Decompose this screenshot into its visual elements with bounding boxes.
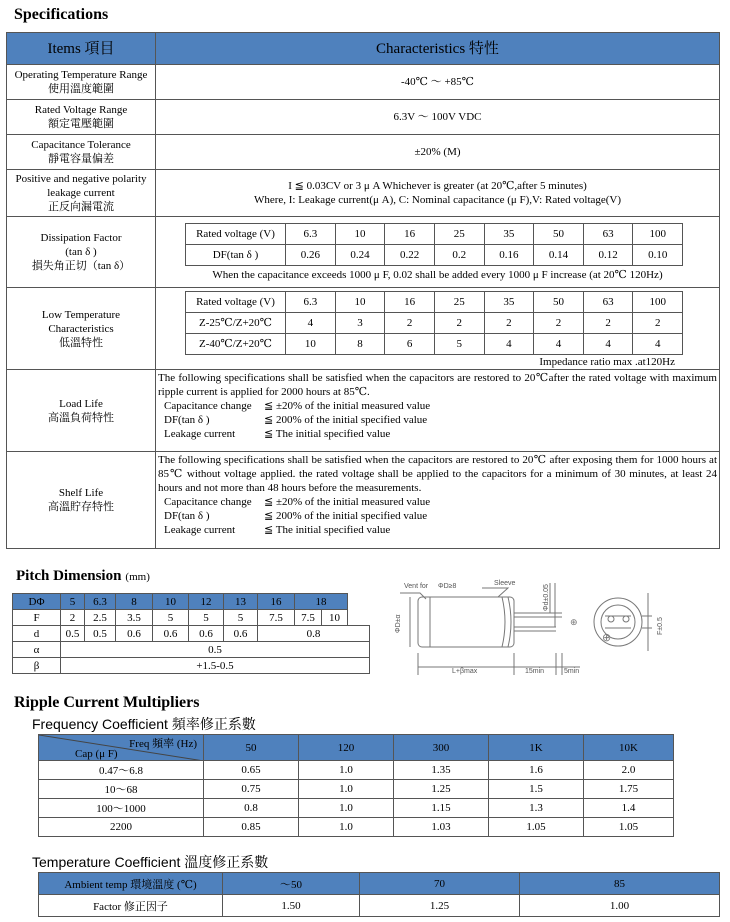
d-cell: 0.8 [258,626,370,642]
low-temp-cell: 2 [534,313,584,334]
low-temp-cell: 4 [286,313,336,334]
freq-value-cell: 1.4 [584,799,674,818]
l-dim-label: L+βmax [452,668,478,675]
low-temp-cell: 6 [385,334,435,355]
criteria-value: ≦ The initial specified value [264,428,391,440]
low-temp-row-label: Rated voltage (V) [186,292,286,313]
pitch-header-cell: 13 [224,594,258,610]
freq-cap-cell: 10～68 [39,780,204,799]
criteria-value: ≦ 200% of the initial specified value [264,414,428,426]
low-temp-row [186,292,683,313]
freq-value-cell: 1.0 [299,780,394,799]
freq-value-cell: 0.75 [204,780,299,799]
df-cell: 100 [633,223,683,244]
d-cell: 0.6 [153,626,189,642]
df-row-label: Rated voltage (V) [186,223,286,244]
freq-cap-cell: 0.47～6.8 [39,761,204,780]
specifications-table [6,32,720,549]
low-temp-cell: 4 [534,334,584,355]
beta-value: +1.5-0.5 [61,658,370,674]
temp-header-label: Ambient temp 環境溫度 (℃) [39,873,223,895]
temp-value-cell: 1.25 [360,895,520,917]
d-cell: 0.5 [85,626,116,642]
d-dim-label: ΦD±α [395,614,402,633]
df-cell: 0.26 [286,244,336,265]
d-cell: 0.6 [116,626,153,642]
capacitor-dimension-diagram [390,575,670,680]
impedance-note: Impedance ratio max .at120Hz [539,356,675,368]
load-life-label: Load Life 高溫負荷特性 [7,370,156,452]
row-label: Capacitance Tolerance 靜電容量偏差 [7,135,156,170]
dissipation-label: Dissipation Factor (tan δ ) 損失角正切（tan δ） [7,217,156,288]
temp-title: Temperature Coefficient 溫度修正系數 [32,854,269,870]
row-value: 6.3V ～ 100V VDC [156,100,720,135]
low-temp-cell: 4 [583,334,633,355]
criteria-name: Leakage current [164,428,236,440]
pitch-header-dphi: DΦ [13,594,61,610]
df-row [186,244,683,265]
temp-table [38,872,720,917]
min5-label: 5min [564,668,580,675]
criteria-item [158,427,717,441]
sleeve-label: Sleeve [494,580,516,587]
low-temp-cell: 4 [484,334,534,355]
freq-value-cell: 0.8 [204,799,299,818]
pitch-unit: (mm) [125,571,150,583]
svg-text:⊕: ⊕ [602,632,612,644]
criteria-item [158,399,717,413]
freq-row [39,761,674,780]
low-temp-value [156,288,720,370]
freq-value-cell: 1.35 [394,761,489,780]
freq-value-cell: 1.0 [299,761,394,780]
specifications-title: Specifications [14,6,109,23]
ripple-title: Ripple Current Multipliers [14,694,200,711]
freq-col-header: 300 [394,735,489,761]
low-temp-row [186,313,683,334]
freq-title: Frequency Coefficient 頻率修正系數 [32,716,256,732]
f-cell: 2.5 [85,610,116,626]
leakage-label: Positive and negative polarity leakage current 正反向漏電流 [7,170,156,217]
df-cell: 0.22 [385,244,435,265]
pitch-table [12,593,370,674]
freq-corner-cell: Freq 頻率 (Hz) Cap (μ F) [39,735,204,761]
df-row-label: DF(tan δ ) [186,244,286,265]
freq-value-cell: 1.03 [394,818,489,837]
freq-value-cell: 1.3 [489,799,584,818]
criteria-name: DF(tan δ ) [164,414,210,426]
freq-col-header: 50 [204,735,299,761]
pitch-header-cell: 12 [189,594,224,610]
lead-dia-label: Φd±0.05 [543,584,550,611]
freq-value-cell: 1.05 [584,818,674,837]
alpha-value: 0.5 [61,642,370,658]
temp-col-header: 70 [360,873,520,895]
freq-row [39,780,674,799]
pitch-header-cell: 18 [295,594,348,610]
low-temp-row-label: Z-40℃/Z+20℃ [186,334,286,355]
df-cell: 0.24 [335,244,385,265]
freq-value-cell: 2.0 [584,761,674,780]
criteria-name: Capacitance change [164,400,252,412]
low-temp-cell: 16 [385,292,435,313]
low-temp-cell: 2 [633,313,683,334]
low-temp-cell: 2 [484,313,534,334]
df-cell: 50 [534,223,584,244]
vent-dia-label: ΦD≥8 [438,583,457,590]
shelf-life-value: The following specifications shall be satisfied when the capacitors are restored to 20℃ after exposing them for 1000 hours at 85℃ without voltage applied. the rated voltage shall be applied to the capacitors for a minimum of 30 minutes, at least 24 hours and not more than 48 hours before the measurements. Capacitance change ≦ ±20% of the initial measured value DF(tan δ ) ≦ 200% of the initial specified value Leakage current ≦ The initial specified value [156,452,720,549]
df-cell: 35 [484,223,534,244]
row-label: Operating Temperature Range 使用溫度範圍 [7,65,156,100]
freq-value-cell: 1.75 [584,780,674,799]
f-cell: 10 [322,610,348,626]
low-temp-label: Low Temperature Characteristics 低溫特性 [7,288,156,370]
pitch-title-block [16,567,150,585]
criteria-value: ≦ 200% of the initial specified value [264,510,428,522]
criteria-item [158,509,717,523]
low-temp-cell: 10 [335,292,385,313]
low-temp-cell: 10 [286,334,336,355]
freq-col-header: 10K [584,735,674,761]
beta-label: β [13,658,61,674]
df-cell: 0.14 [534,244,584,265]
leakage-value: I ≦ 0.03CV or 3 μ A Whichever is greater (at 20℃,after 5 minutes) Where, I: Leakage current(μ A), C: Nominal capacitance (μ F),V: Rated voltage(V) [156,170,720,217]
f-cell: 7.5 [258,610,295,626]
criteria-item [158,523,717,537]
df-cell: 63 [583,223,633,244]
low-temp-row [186,334,683,355]
freq-value-cell: 1.25 [394,780,489,799]
criteria-name: Capacitance change [164,496,252,508]
d-cell: 0.6 [189,626,224,642]
temp-col-header: 85 [520,873,720,895]
freq-cap-cell: 2200 [39,818,204,837]
low-temp-cell: 63 [583,292,633,313]
low-temp-cell: 6.3 [286,292,336,313]
f-cell: 5 [224,610,258,626]
freq-value-cell: 0.85 [204,818,299,837]
df-cell: 16 [385,223,435,244]
d-label: d [13,626,61,642]
temp-value-cell: 1.50 [223,895,360,917]
df-cell: 6.3 [286,223,336,244]
df-cell: 10 [335,223,385,244]
low-temp-table [185,291,683,355]
row-value: ±20% (M) [156,135,720,170]
f-dim-label: F±0.5 [657,617,664,635]
temp-value-cell: 1.00 [520,895,720,917]
pitch-title: Pitch Dimension [16,568,122,584]
freq-col-header: 1K [489,735,584,761]
header-items: Items 項目 [7,33,156,65]
low-temp-cell: 4 [633,334,683,355]
freq-value-cell: 1.5 [489,780,584,799]
row-label: Rated Voltage Range 額定電壓範圍 [7,100,156,135]
alpha-label: α [13,642,61,658]
df-table [185,223,683,266]
df-cell: 25 [434,223,484,244]
capacitor-body [418,597,514,647]
low-temp-cell: 25 [434,292,484,313]
f-cell: 5 [153,610,189,626]
freq-value-cell: 1.6 [489,761,584,780]
f-cell: 2 [61,610,85,626]
dissipation-value [156,217,720,288]
load-life-value: The following specifications shall be satisfied when the capacitors are restored to 20℃after the rated voltage with maximum ripple current is applied for 2000 hours at 85℃. Capacitance change ≦ ±20% of the initial measured value DF(tan δ ) ≦ 200% of the initial specified value Leakage current ≦ The initial specified value [156,370,720,452]
freq-col-header: 120 [299,735,394,761]
freq-row [39,799,674,818]
freq-row [39,818,674,837]
d-cell: 0.5 [61,626,85,642]
criteria-value: ≦ The initial specified value [264,524,391,536]
row-value: -40℃ ～ +85℃ [156,65,720,100]
low-temp-cell: 5 [434,334,484,355]
f-cell: 7.5 [295,610,322,626]
low-temp-cell: 100 [633,292,683,313]
low-temp-cell: 2 [583,313,633,334]
freq-value-cell: 1.0 [299,799,394,818]
df-cell: 0.12 [583,244,633,265]
criteria-item [158,495,717,509]
svg-text:⊕: ⊕ [570,617,578,627]
criteria-value: ≦ ±20% of the initial measured value [264,400,431,412]
freq-table [38,734,674,837]
pitch-header-cell: 16 [258,594,295,610]
freq-value-cell: 0.65 [204,761,299,780]
pitch-header-cell: 10 [153,594,189,610]
d-cell: 0.6 [224,626,258,642]
low-temp-cell: 3 [335,313,385,334]
df-cell: 0.10 [633,244,683,265]
low-temp-cell: 50 [534,292,584,313]
low-temp-cell: 35 [484,292,534,313]
f-cell: 5 [189,610,224,626]
df-cell: 0.2 [434,244,484,265]
temp-row-label: Factor 修正因子 [39,895,223,917]
criteria-name: Leakage current [164,524,236,536]
f-label: F [13,610,61,626]
low-temp-row-label: Z-25℃/Z+20℃ [186,313,286,334]
shelf-life-label: Shelf Life 高溫貯存特性 [7,452,156,549]
freq-value-cell: 1.15 [394,799,489,818]
pitch-header-cell: 6.3 [85,594,116,610]
freq-value-cell: 1.0 [299,818,394,837]
f-cell: 3.5 [116,610,153,626]
criteria-name: DF(tan δ ) [164,510,210,522]
df-cell: 0.16 [484,244,534,265]
temp-col-header: ～50 [223,873,360,895]
min15-label: 15min [525,668,545,675]
low-temp-cell: 2 [385,313,435,334]
df-note: When the capacitance exceeds 1000 μ F, 0.02 shall be added every 1000 μ F increase (at 20℃ 120Hz) [212,268,663,281]
pitch-header-cell: 8 [116,594,153,610]
criteria-value: ≦ ±20% of the initial measured value [264,496,431,508]
low-temp-cell: 8 [335,334,385,355]
low-temp-cell: 2 [434,313,484,334]
vent-label: Vent for [404,583,429,590]
df-row [186,223,683,244]
freq-cap-cell: 100～1000 [39,799,204,818]
criteria-item [158,413,717,427]
freq-value-cell: 1.05 [489,818,584,837]
header-characteristics: Characteristics 特性 [156,33,720,65]
pitch-header-cell: 5 [61,594,85,610]
